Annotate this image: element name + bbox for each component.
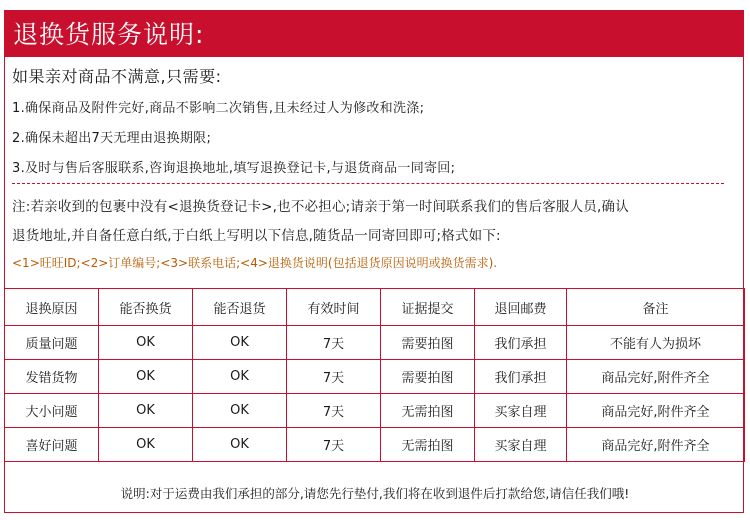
table-cell: OK (99, 360, 193, 394)
table-cell: 不能有人为损坏 (567, 326, 745, 360)
format-line: <1>旺旺ID;<2>订单编号;<3>联系电话;<4>退换货说明(包括退货原因说明或换货需求). (12, 256, 498, 270)
col-header-postage: 退回邮费 (475, 289, 567, 326)
table-row (5, 326, 745, 360)
table-cell: 需要拍图 (381, 360, 475, 394)
table-cell: 发错货物 (5, 360, 99, 394)
table-cell: 商品完好,附件齐全 (567, 428, 745, 462)
header-bar (5, 11, 743, 57)
table-cell: OK (193, 326, 287, 360)
table-cell: 7天 (287, 360, 381, 394)
col-header-return: 能否退货 (193, 289, 287, 326)
table-cell: 我们承担 (475, 360, 567, 394)
table-cell: 我们承担 (475, 326, 567, 360)
table-cell: 无需拍图 (381, 394, 475, 428)
table-cell: 需要拍图 (381, 326, 475, 360)
table-cell: 大小问题 (5, 394, 99, 428)
condition-2: 2.确保未超出7天无理由退换期限; (12, 131, 212, 146)
col-header-reason: 退换原因 (5, 289, 99, 326)
policy-table (4, 288, 745, 462)
table-cell: OK (99, 394, 193, 428)
table-row (5, 394, 745, 428)
table-cell: 7天 (287, 394, 381, 428)
table-cell: 喜好问题 (5, 428, 99, 462)
note-line-2: 退货地址,并自备任意白纸,于白纸上写明以下信息,随货品一同寄回即可;格式如下: (12, 228, 501, 244)
col-header-period: 有效时间 (287, 289, 381, 326)
col-header-remarks: 备注 (567, 289, 745, 326)
table-cell: OK (193, 394, 287, 428)
table-row (5, 428, 745, 462)
intro-text: 如果亲对商品不满意,只需要: (12, 67, 222, 86)
condition-1: 1.确保商品及附件完好,商品不影响二次销售,且未经过人为修改和洗涤; (12, 101, 425, 116)
table-cell: 7天 (287, 428, 381, 462)
dashed-divider (12, 183, 724, 184)
table-header-row (5, 289, 745, 326)
table-cell: 7天 (287, 326, 381, 360)
table-cell: OK (193, 428, 287, 462)
table-cell: 买家自理 (475, 428, 567, 462)
table-cell: 无需拍图 (381, 428, 475, 462)
condition-3: 3.及时与售后客服联系,咨询退换地址,填写退换登记卡,与退货商品一同寄回; (12, 161, 456, 176)
table-cell: OK (99, 428, 193, 462)
table-row (5, 360, 745, 394)
page-title: 退换货服务说明: (13, 20, 205, 49)
table-cell: OK (193, 360, 287, 394)
table-cell: 商品完好,附件齐全 (567, 360, 745, 394)
table-cell: OK (99, 326, 193, 360)
note-line-1: 注:若亲收到的包裹中没有<退换货登记卡>,也不必担心;请亲于第一时间联系我们的售后客服人员,确认 (12, 199, 629, 215)
col-header-exchange: 能否换货 (99, 289, 193, 326)
table-cell: 质量问题 (5, 326, 99, 360)
footer-note: 说明:对于运费由我们承担的部分,请您先行垫付,我们将在收到退件后打款给您,请信任我们哦! (120, 486, 630, 501)
col-header-evidence: 证据提交 (381, 289, 475, 326)
table-cell: 买家自理 (475, 394, 567, 428)
table-cell: 商品完好,附件齐全 (567, 394, 745, 428)
